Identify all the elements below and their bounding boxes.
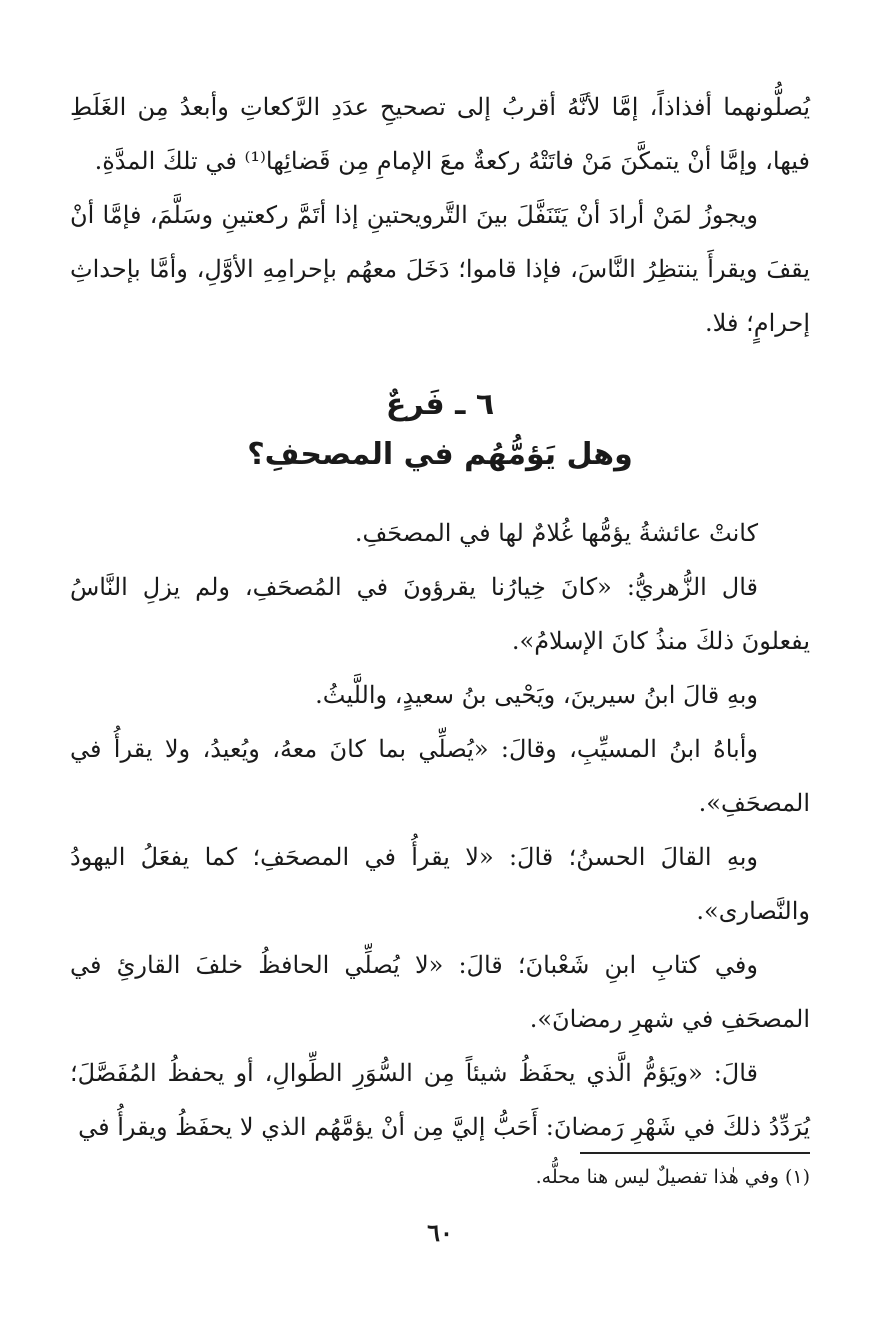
intro-section (70, 80, 810, 350)
section-number-heading: ٦ ـ فَرعٌ (385, 387, 495, 422)
body-section (70, 506, 810, 1154)
body-paragraph-2: قال الزُّهريُّ: «كانَ خِيارُنا يقرؤونَ في المُصحَفِ، ولم يزلِ النَّاسُ يفعلونَ ذلكَ منذُ كانَ الإسلامُ». (70, 573, 810, 655)
section-title-heading: وهل يَؤمُّهُم في المصحفِ؟ (247, 437, 633, 472)
body-paragraph-5: وبهِ القالَ الحسنُ؛ قالَ: «لا يقرأُ في المصحَفِ؛ كما يفعَلُ اليهودُ والنَّصارى». (70, 843, 810, 925)
body-paragraph-1: كانتْ عائشةُ يؤمُّها غُلامٌ لها في المصحَفِ. (354, 519, 758, 547)
body-paragraph-7: قالَ: «ويَؤمُّ الَّذي يحفَظُ شيئاً مِن السُّوَرِ الطِّوالِ، أو يحفظُ المُفَصَّلَ؛ يُرَدِّدُ ذلكَ في شَهْرِ رَمضانَ: أَحَبُّ إليَّ مِن أنْ يؤمَّهُم الذي لا يحفَظُ ويقرأُ في (70, 1059, 810, 1141)
book-page (70, 80, 810, 1320)
body-paragraph-4: وأباهُ ابنُ المسيِّبِ، وقالَ: «يُصلِّي بما كانَ معهُ، ويُعيدُ، ولا يقرأُ في المصحَفِ». (70, 735, 810, 817)
section-heading (70, 380, 810, 480)
intro-paragraph-2: ويجوزُ لمَنْ أرادَ أنْ يَتَنَفَّلَ بينَ التَّرويحتينِ إذا أتَمَّ ركعتينِ وسَلَّمَ، فإمَّا أنْ يقفَ ويقرأَ ينتظِرُ النَّاسَ، فإذا قاموا؛ دَخَلَ معهُم بإحرامِهِ الأوَّلِ، وأمَّا بإحداثِ إحرامٍ؛ فلا. (70, 201, 811, 337)
footnote-divider (580, 1152, 810, 1154)
footnote: (١) وفي هٰذا تفصيلٌ ليس هنا محلُّه. (535, 1166, 810, 1188)
intro-paragraph-1: يُصلُّونهما أفذاذاً، إمَّا لأنَّهُ أقربُ إلى تصحيحِ عدَدِ الرَّكعاتِ وأبعدُ مِن الغَلَطِ فيها، وإمَّا أنْ يتمكَّنَ مَنْ فاتَتْهُ ركعةٌ معَ الإمامِ مِن قَضائِها⁽¹⁾ في تلكَ المدَّةِ. (70, 93, 810, 175)
body-paragraph-6: وفي كتابِ ابنِ شَعْبانَ؛ قالَ: «لا يُصلِّي الحافظُ خلفَ القارئِ في المصحَفِ في شهرِ رمضانَ». (70, 951, 810, 1033)
page-number: ٦٠ (427, 1218, 453, 1247)
body-paragraph-3: وبهِ قالَ ابنُ سيرينَ، ويَحْيى بنُ سعيدٍ، واللَّيثُ. (315, 681, 758, 709)
